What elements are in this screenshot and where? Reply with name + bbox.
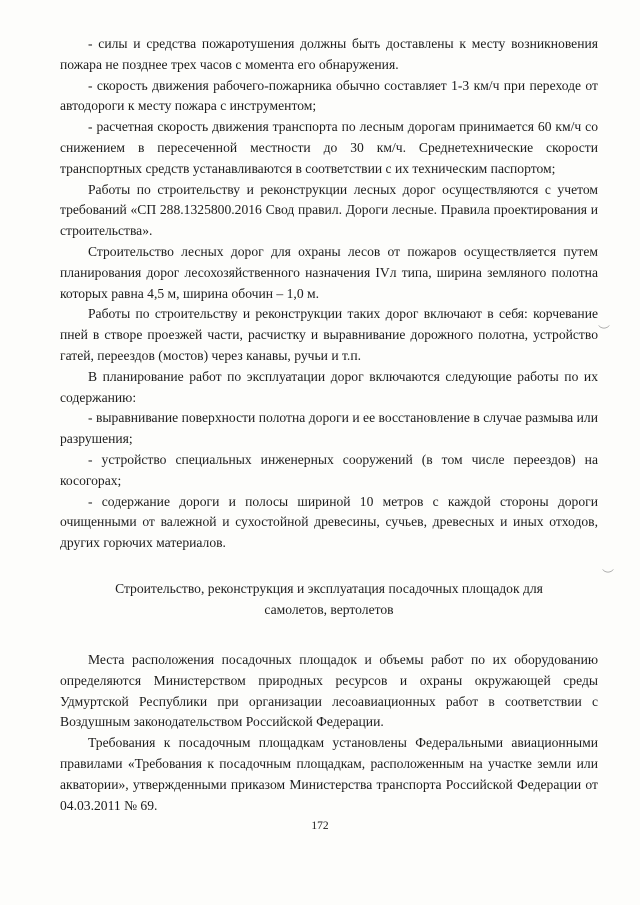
scan-mark: ︶ <box>602 568 615 582</box>
section-heading-line-2: самолетов, вертолетов <box>264 601 394 617</box>
paragraph-9: - устройство специальных инженерных сооружений (в том числе переездов) на косогорах; <box>60 451 598 488</box>
paragraph-6: Работы по строительству и реконструкции таких дорог включают в себя: корчевание пней в створе проезжей части, расчистку и выравнивание дорожного полотна, устройство гатей, переездов (мостов) через канавы, ручьи и т.п. <box>60 306 598 363</box>
paragraph-2: - скорость движения рабочего-пожарника обычно составляет 1-3 км/ч при переходе от автодороги к месту пожара с инструментом; <box>60 77 598 114</box>
section-heading-line-1: Строительство, реконструкция и эксплуатация посадочных площадок для <box>115 580 543 596</box>
page-number: 172 <box>311 820 329 832</box>
paragraph-7: В планирование работ по эксплуатации дорог включаются следующие работы по их содержанию: <box>60 368 598 405</box>
paragraph-12: Требования к посадочным площадкам установлены Федеральными авиационными правилами «Требования к посадочным площадкам, расположенным на участке земли или акватории», утвержденными приказом Министерства транспорта Российской Федерации от 04.03.2011 № 69. <box>60 735 598 813</box>
paragraph-8: - выравнивание поверхности полотна дороги и ее восстановление в случае размыва или разрушения; <box>60 410 598 447</box>
scan-mark: ︶ <box>598 324 611 338</box>
section-heading <box>60 578 598 620</box>
paragraph-11: Места расположения посадочных площадок и объемы работ по их оборудованию определяются Министерством природных ресурсов и охраны окружающей среды Удмуртской Республики при организации лесоавиационных работ в соответствии с Воздушным законодательством Российской Федерации. <box>60 651 598 730</box>
paragraph-3: - расчетная скорость движения транспорта по лесным дорогам принимается 60 км/ч со снижением в пересеченной местности до 30 км/ч. Среднетехнические скорости транспортных средств устанавливаются в соответствии с их техническим паспортом; <box>60 119 598 176</box>
paragraph-10: - содержание дороги и полосы шириной 10 метров с каждой стороны дороги очищенными от валежной и сухостойной древесины, сучьев, древесных и иных отходов, других горючих материалов. <box>60 493 598 551</box>
paragraph-5: Строительство лесных дорог для охраны лесов от пожаров осуществляется путем планирования дорог лесохозяйственного назначения IVл типа, ширина земляного полотна которых равна 4,5 м, ширина обочин – 1,0 м. <box>60 243 598 301</box>
paragraph-4: Работы по строительству и реконструкции лесных дорог осуществляются с учетом требований «СП 288.1325800.2016 Свод правил. Дороги лесные. Правила проектирования и строительства». <box>60 181 598 239</box>
document-page <box>60 34 598 816</box>
paragraph-1: - силы и средства пожаротушения должны быть доставлены к месту возникновения пожара не позднее трех часов с момента его обнаружения. <box>60 36 598 72</box>
